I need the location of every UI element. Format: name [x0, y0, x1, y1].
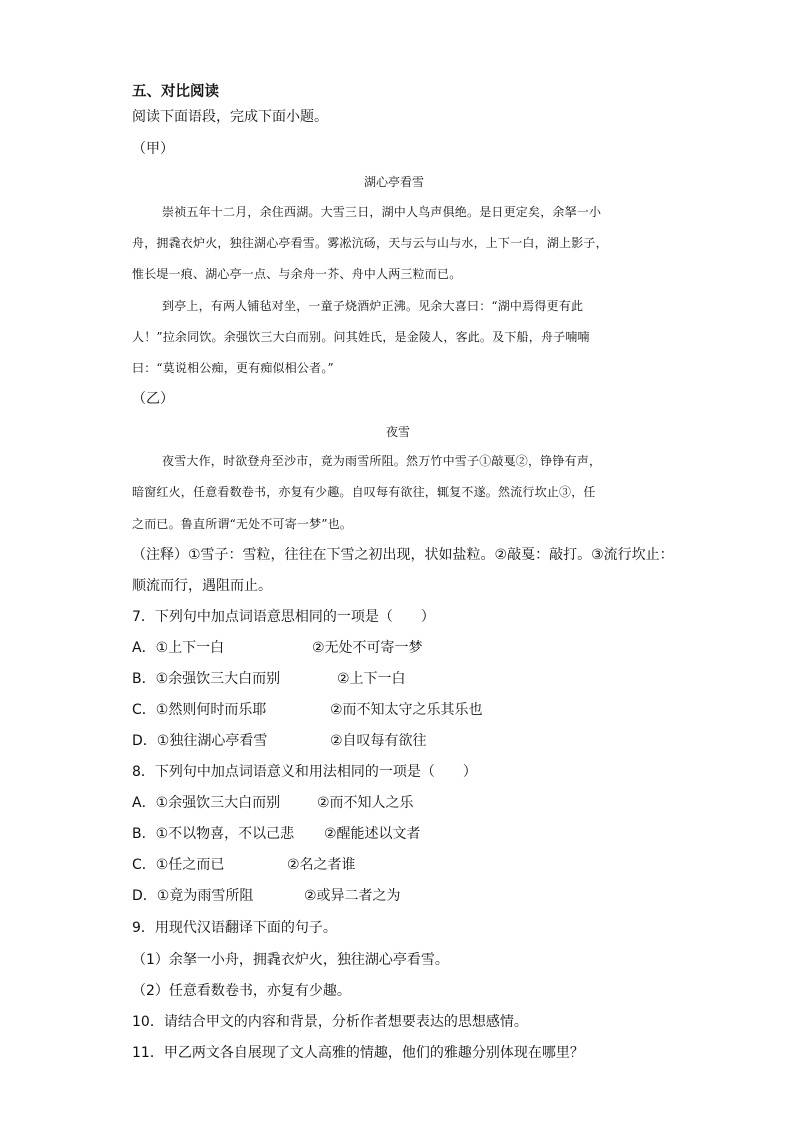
passage-a-title: 湖心亭看雪 [364, 175, 425, 189]
question-8-stem: 8．下列句中加点词语意义和用法相同的一项是（ ） [132, 764, 477, 780]
passage-a-line: 曰：“莫说相公痴，更有痴似相公者。” [132, 361, 334, 375]
question-10-stem: 10．请结合甲文的内容和背景，分析作者想要表达的思想感情。 [132, 1014, 528, 1030]
question-8-option-a[interactable]: A．①余强饮三大白而别 [132, 795, 281, 811]
passage-b-line: 之而已。鲁直所谓“无处不可寄一梦”也。 [132, 517, 353, 531]
passage-a-label: （甲） [132, 141, 174, 157]
passage-b-line: 暗窗红火，任意看数卷书，亦复有少趣。自叹每有欲往，辄复不遂。然流行坎止③，任 [132, 485, 596, 499]
question-7-option-a[interactable]: A．①上下一白 [132, 640, 225, 656]
passage-b-line: 夜雪大作，时欲登舟至沙市，竟为雨雪所阻。然万竹中雪子①敲戛②，铮铮有声， [162, 454, 602, 468]
question-8-option-c[interactable]: C．①任之而已 [132, 857, 225, 873]
question-8-option-a-second: ②而不知人之乐 [317, 795, 414, 811]
question-9-item-2: （2）任意看数卷书，亦复有少趣。 [132, 983, 351, 999]
instruction-text: 阅读下面语段，完成下面小题。 [132, 109, 328, 125]
question-7-option-b[interactable]: B．①余强饮三大白而别 [132, 671, 281, 687]
question-7-option-a-second: ②无处不可寄一梦 [312, 640, 423, 656]
question-9-item-1: （1）余拏一小舟，拥毳衣炉火，独往湖心亭看雪。 [132, 952, 449, 968]
question-11-stem: 11．甲乙两文各自展现了文人高雅的情趣，他们的雅趣分别体现在哪里？ [132, 1045, 584, 1061]
passage-a-line: 人！”拉余同饮。余强饮三大白而别。问其姓氏，是金陵人，客此。及下船，舟子喃喃 [132, 330, 590, 344]
question-7-option-d[interactable]: D．①独往湖心亭看雪 [132, 733, 268, 749]
question-7-stem: 7．下列句中加点词语意思相同的一项是（ ） [132, 609, 435, 625]
section-title: 五、对比阅读 [132, 84, 219, 100]
question-9-stem: 9．用现代汉语翻译下面的句子。 [132, 920, 337, 936]
notes-line: （注释）①雪子：雪粒，往往在下雪之初出现，状如盐粒。②敲戛：敲打。③流行坎止： [132, 547, 674, 563]
passage-a-line: 惟长堤一痕、湖心亭一点、与余舟一芥、舟中人两三粒而已。 [132, 267, 462, 281]
question-8-option-d-second: ②或异二者之为 [304, 888, 401, 904]
passage-b-label: （乙） [132, 391, 174, 407]
question-8-option-d[interactable]: D．①竟为雨雪所阻 [132, 888, 254, 904]
question-8-option-c-second: ②名之者谁 [287, 857, 356, 873]
passage-b-title: 夜雪 [386, 425, 411, 439]
question-7-option-c-second: ②而不知太守之乐其乐也 [330, 702, 483, 718]
passage-a-line: 到亭上，有两人铺毡对坐，一童子烧酒炉正沸。见余大喜曰：“湖中焉得更有此 [162, 299, 584, 313]
question-7-option-d-second: ②自叹每有欲往 [330, 733, 427, 749]
passage-a-line: 崇祯五年十二月，余住西湖。大雪三日，湖中人鸟声俱绝。是日更定矣，余拏一小 [162, 205, 602, 219]
question-8-option-b[interactable]: B．①不以物喜，不以己悲 [132, 826, 295, 842]
question-7-option-b-second: ②上下一白 [337, 671, 406, 687]
question-7-option-c[interactable]: C．①然则何时而乐耶 [132, 702, 267, 718]
passage-a-line: 舟，拥毳衣炉火，独往湖心亭看雪。雾凇沆砀，天与云与山与水，上下一白，湖上影子， [132, 236, 608, 250]
question-8-option-b-second: ②醒能述以文者 [324, 826, 421, 842]
notes-line: 顺流而行，遇阻而止。 [132, 578, 272, 594]
